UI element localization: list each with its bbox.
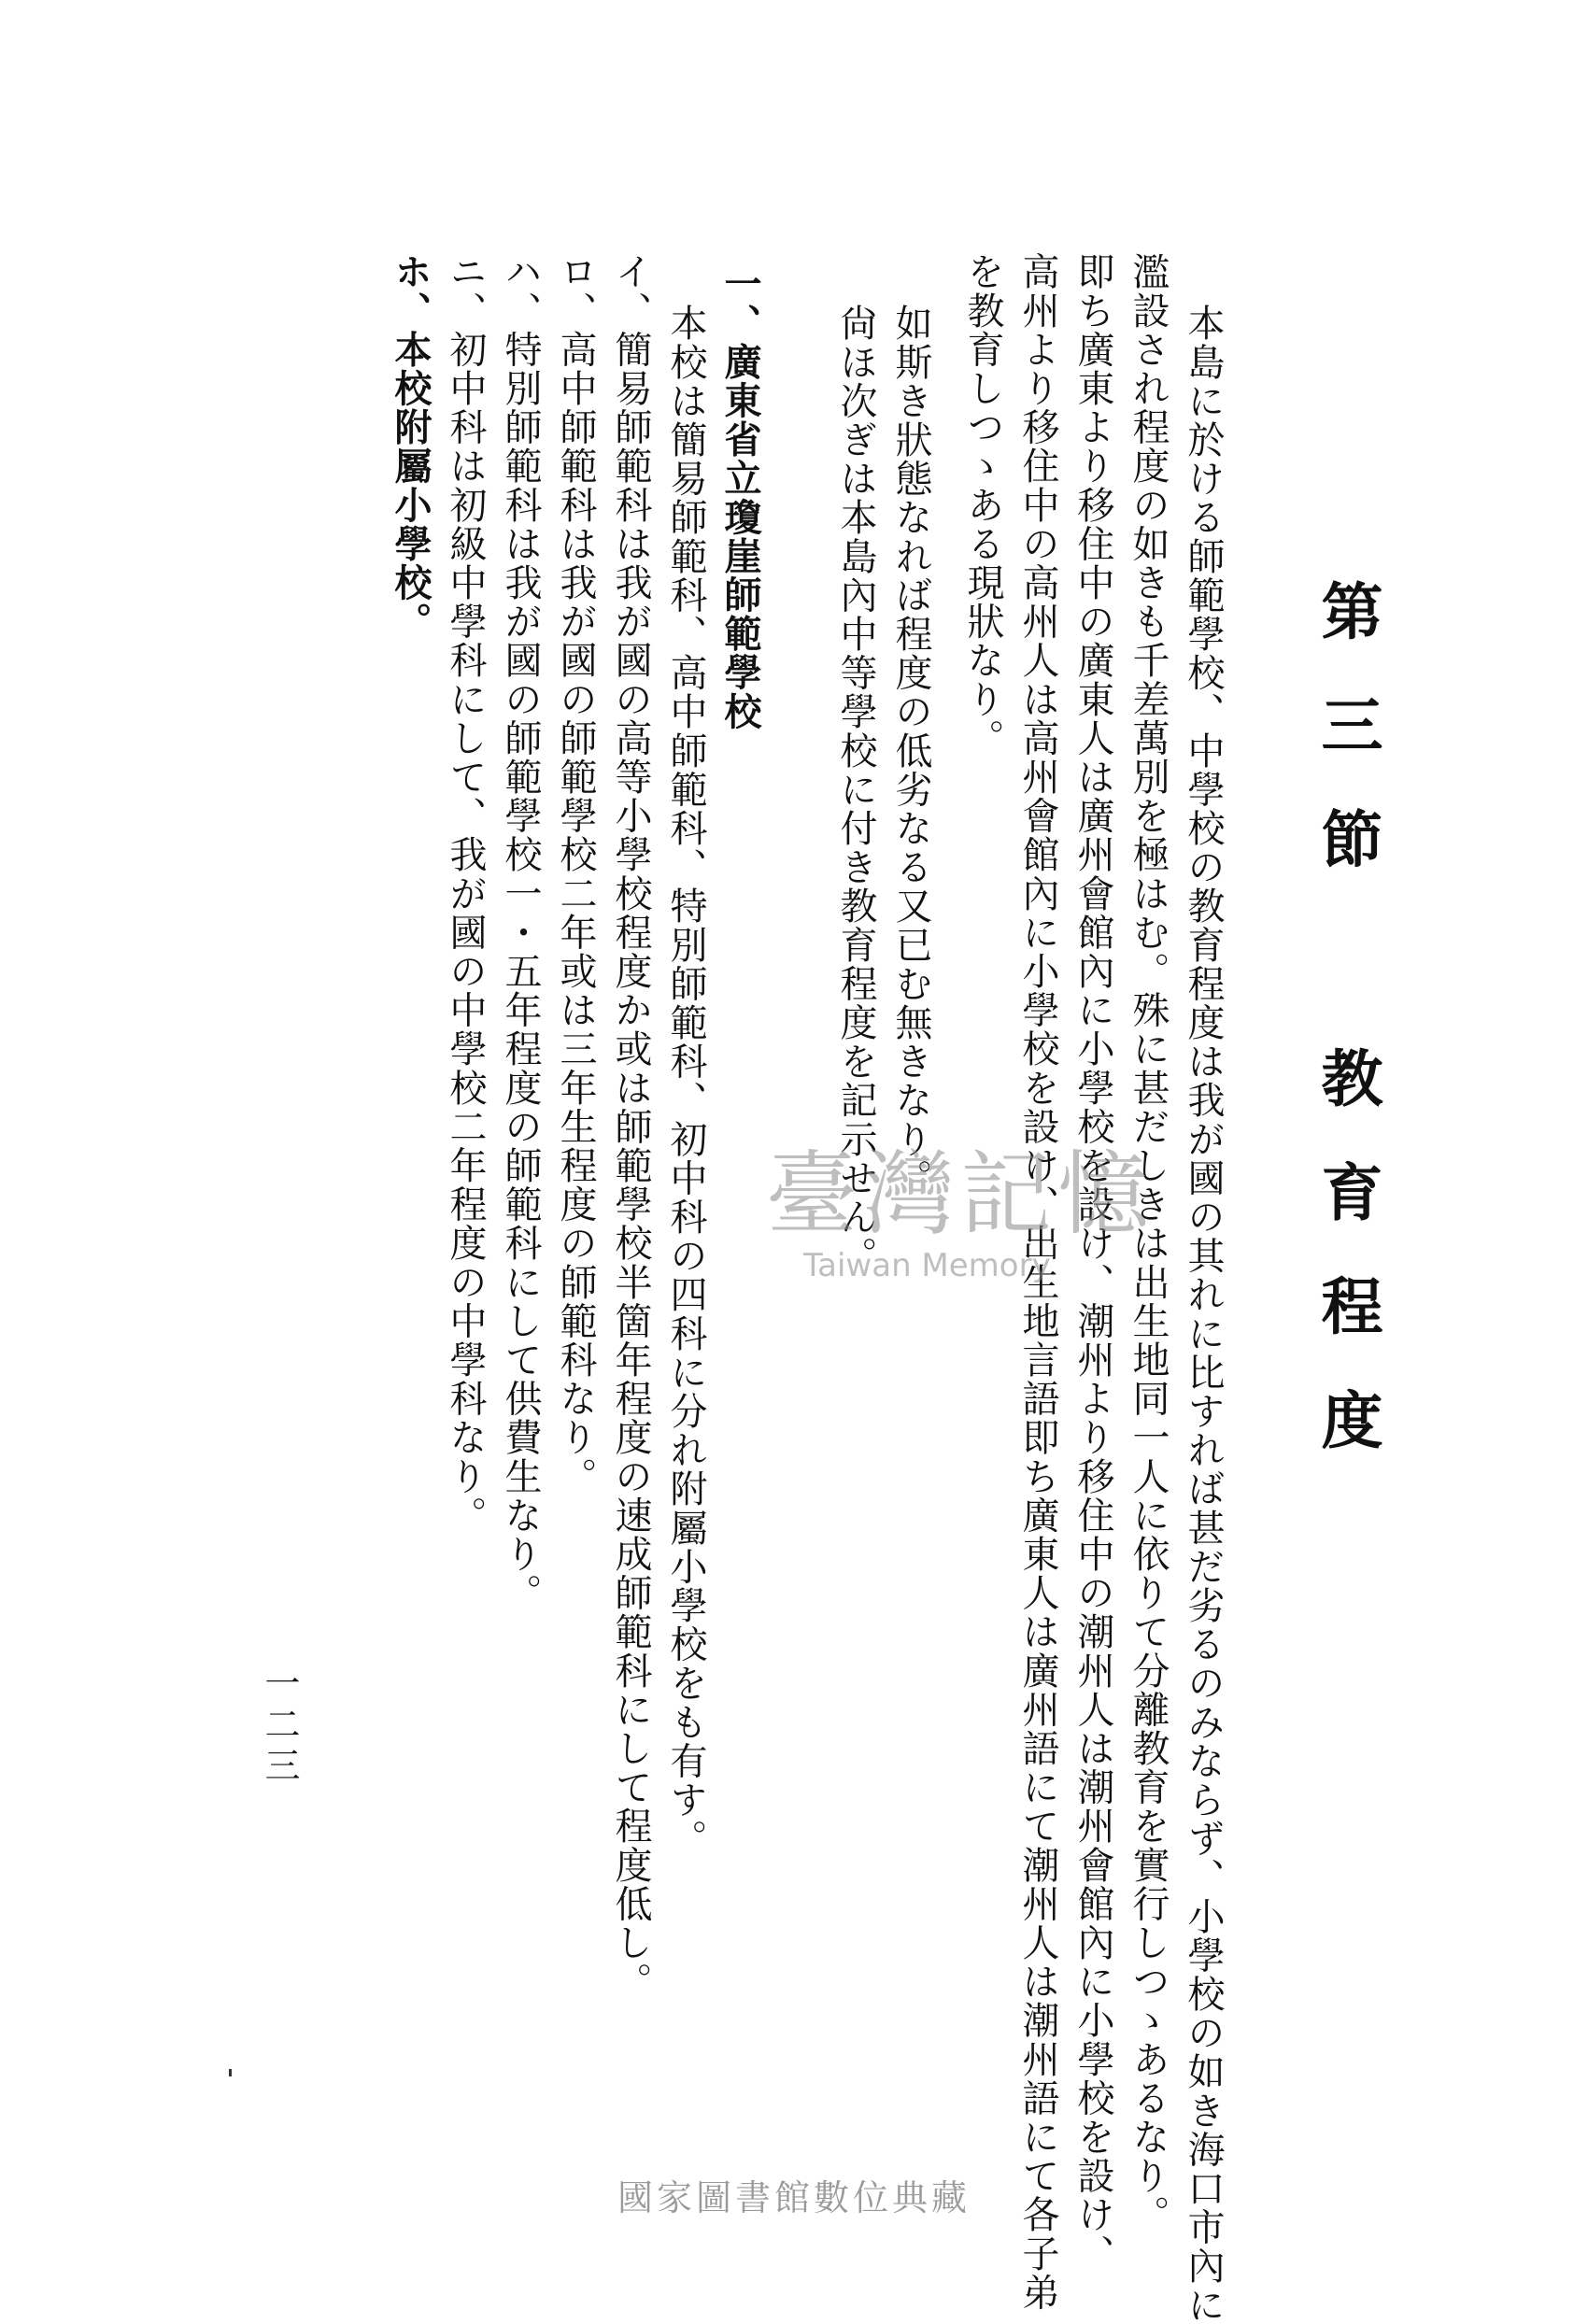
- section-title: 第三節 教育程度: [1311, 579, 1383, 1502]
- list-item-ho: ホ、本校附屬小學校。: [389, 252, 432, 641]
- scan-speck: [229, 2069, 232, 2076]
- body-line-6: 如斯き狀態なれば程度の低劣なる又已む無きなり。: [889, 304, 932, 1197]
- school-heading: 一、廣東省立瓊崖師範學校: [718, 264, 762, 731]
- body-line-4: 高州より移住中の高州人は高州會館內に小學校を設け、出生地言語即ち廣東人は廣州語にて潮州人は潮州語にて各子弟: [1016, 252, 1059, 2312]
- footer-credit: 國家圖書館數位典藏: [617, 2177, 971, 2218]
- list-item-i: イ、簡易師範科は我が國の高等小學校程度か或は師範學校半箇年程度の速成師範科にして程度低し。: [609, 252, 652, 2001]
- watermark-subtext: Taiwan Memory: [803, 1247, 1051, 1284]
- list-item-ro: ロ、高中師範科は我が國の師範學校二年或は三年生程度の師範科なり。: [554, 252, 597, 1496]
- list-item-ni: ニ、初中科は初級中學科にして、我が國の中學校二年程度の中學科なり。: [444, 252, 487, 1535]
- body-line-3: 即ち廣東より移住中の廣東人は廣州會館內に小學校を設け、潮州より移住中の潮州人は潮州會館內に小學校を設け、: [1071, 252, 1114, 2274]
- list-item-ha: ハ、特別師範科は我が國の師範學校一・五年程度の師範科にして供費生なり。: [499, 252, 542, 1612]
- page-number: 一二三: [259, 1665, 300, 1788]
- body-line-7: 尙ほ次ぎは本島內中等學校に付き教育程度を記示せん。: [834, 304, 877, 1275]
- body-line-9: 本校は簡易師範科、高中師範科、特別師範科、初中科の四科に分れ附屬小學校をも有す。: [664, 304, 707, 1858]
- body-line-1: 本島に於ける師範學校、中學校の教育程度は我が國の其れに比すれば甚だ劣るのみならず、小學校の如き海口市內に: [1182, 304, 1225, 2324]
- body-line-2: 濫設され程度の如きも千差萬別を極はむ。殊に甚だしきは出生地同一人に依りて分離教育を實行しつゝあるなり。: [1127, 252, 1170, 2234]
- watermark-text: 臺灣記憶: [766, 1141, 1156, 1248]
- body-line-5: を教育しつゝある現狀なり。: [961, 252, 1004, 758]
